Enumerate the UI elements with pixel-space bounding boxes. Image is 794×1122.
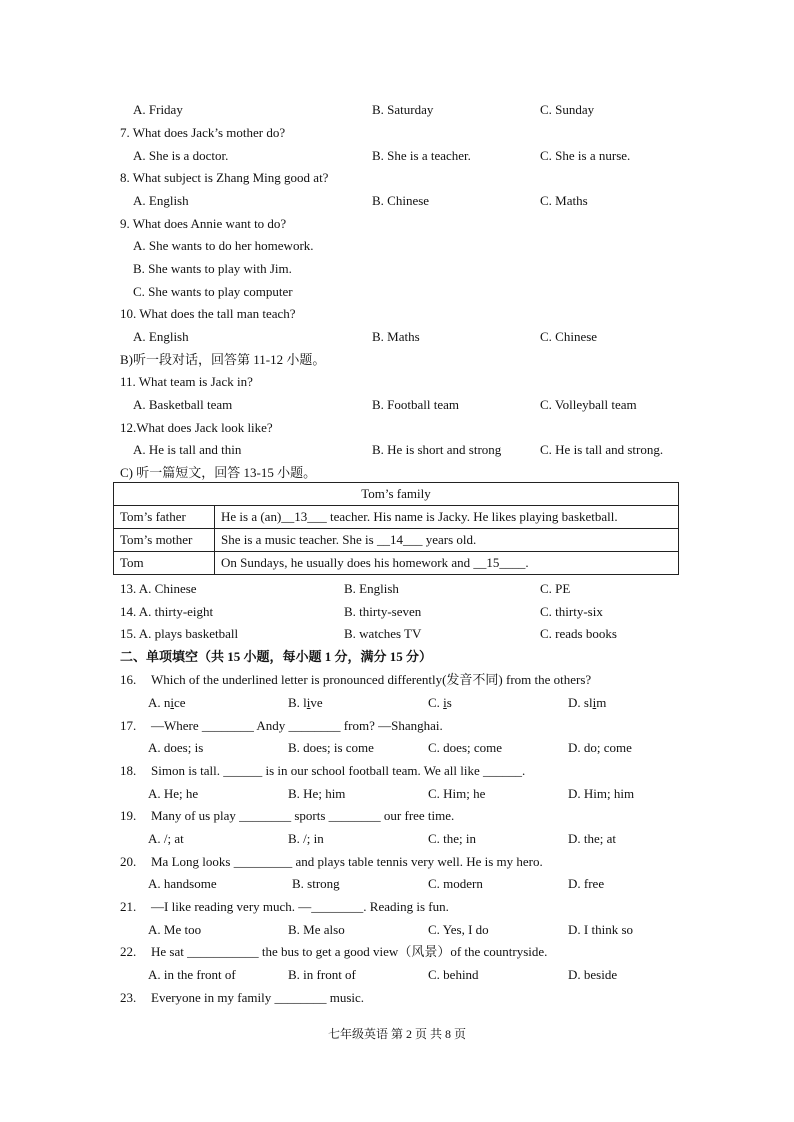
q19-option-c: C. the; in bbox=[428, 831, 477, 846]
q9-stem: 9. What does Annie want to do? bbox=[120, 216, 287, 231]
table-row bbox=[114, 552, 679, 575]
q17-option-d: D. do; come bbox=[568, 740, 632, 755]
q11-stem: 11. What team is Jack in? bbox=[120, 374, 253, 389]
q12-option-a: A. He is tall and thin bbox=[133, 442, 242, 457]
q23-number: 23. bbox=[120, 990, 137, 1005]
q16-stem: Which of the underlined letter is pronounced differently(发音不同) from the others? bbox=[151, 672, 592, 687]
q6-option-b: B. Saturday bbox=[372, 102, 434, 117]
q17-stem: —Where ________ Andy ________ from? —Shanghai. bbox=[151, 718, 443, 733]
q10-option-c: C. Chinese bbox=[540, 329, 598, 344]
row-label: Tom bbox=[114, 552, 215, 575]
q7-stem: 7. What does Jack’s mother do? bbox=[120, 125, 286, 140]
table-title: Tom’s family bbox=[114, 483, 679, 506]
q17-number: 17. bbox=[120, 718, 137, 733]
table-row bbox=[114, 506, 679, 529]
q21-option-a: A. Me too bbox=[148, 922, 202, 937]
q18-option-a: A. He; he bbox=[148, 786, 199, 801]
q11-option-c: C. Volleyball team bbox=[540, 397, 637, 412]
section-2-heading: 二、单项填空（共 15 小题，每小题 1 分，满分 15 分） bbox=[120, 649, 433, 664]
q17-option-b: B. does; is come bbox=[288, 740, 374, 755]
q11-option-b: B. Football team bbox=[372, 397, 460, 412]
q7-option-b: B. She is a teacher. bbox=[372, 148, 471, 163]
q20-option-d: D. free bbox=[568, 876, 605, 891]
q16-option-d: D. slim bbox=[568, 695, 607, 710]
q15-option-b: B. watches TV bbox=[344, 626, 422, 641]
q9-option-a: A. She wants to do her homework. bbox=[133, 238, 314, 253]
table-row bbox=[114, 529, 679, 552]
q18-option-b: B. He; him bbox=[288, 786, 346, 801]
page-footer: 七年级英语 第 2 页 共 8 页 bbox=[327, 1027, 466, 1041]
q20-stem: Ma Long looks _________ and plays table tennis very well. He is my hero. bbox=[151, 854, 543, 869]
section-c-heading: C) 听一篇短文，回答 13-15 小题。 bbox=[120, 465, 317, 480]
q8-stem: 8. What subject is Zhang Ming good at? bbox=[120, 170, 329, 185]
q6-option-a: A. Friday bbox=[133, 102, 183, 117]
q19-option-d: D. the; at bbox=[568, 831, 617, 846]
q16-option-c: C. is bbox=[428, 695, 452, 710]
row-label: Tom’s mother bbox=[114, 529, 215, 552]
q7-option-c: C. She is a nurse. bbox=[540, 148, 631, 163]
q12-option-c: C. He is tall and strong. bbox=[540, 442, 664, 457]
q19-option-b: B. /; in bbox=[288, 831, 324, 846]
q22-number: 22. bbox=[120, 944, 137, 959]
q14-option-b: B. thirty-seven bbox=[344, 604, 422, 619]
q17-option-a: A. does; is bbox=[148, 740, 204, 755]
q13-option-c: C. PE bbox=[540, 581, 571, 596]
q18-number: 18. bbox=[120, 763, 137, 778]
q15-option-c: C. reads books bbox=[540, 626, 617, 641]
q23-stem: Everyone in my family ________ music. bbox=[151, 990, 365, 1005]
q20-number: 20. bbox=[120, 854, 137, 869]
q20-option-b: B. strong bbox=[292, 876, 340, 891]
q9-option-b: B. She wants to play with Jim. bbox=[133, 261, 292, 276]
table-header-row bbox=[114, 483, 679, 506]
q18-option-d: D. Him; him bbox=[568, 786, 635, 801]
q17-option-c: C. does; come bbox=[428, 740, 503, 755]
q21-number: 21. bbox=[120, 899, 137, 914]
q13-option-a: 13. A. Chinese bbox=[120, 581, 197, 596]
row-text: On Sundays, he usually does his homework and __15____. bbox=[215, 552, 679, 575]
q7-option-a: A. She is a doctor. bbox=[133, 148, 229, 163]
q22-stem: He sat ___________ the bus to get a good view（风景）of the countryside. bbox=[151, 944, 548, 959]
q15-option-a: 15. A. plays basketball bbox=[120, 626, 239, 641]
q16-number: 16. bbox=[120, 672, 137, 687]
q19-number: 19. bbox=[120, 808, 137, 823]
q10-option-a: A. English bbox=[133, 329, 189, 344]
q22-option-b: B. in front of bbox=[288, 967, 356, 982]
q21-option-c: C. Yes, I do bbox=[428, 922, 489, 937]
q20-option-a: A. handsome bbox=[148, 876, 217, 891]
q18-stem: Simon is tall. ______ is in our school football team. We all like ______. bbox=[151, 763, 526, 778]
q8-option-c: C. Maths bbox=[540, 193, 588, 208]
row-text: He is a (an)__13___ teacher. His name is Jacky. He likes playing basketball. bbox=[215, 506, 679, 529]
q22-option-d: D. beside bbox=[568, 967, 618, 982]
row-text: She is a music teacher. She is __14___ years old. bbox=[215, 529, 679, 552]
q20-option-c: C. modern bbox=[428, 876, 483, 891]
q6-option-c: C. Sunday bbox=[540, 102, 595, 117]
q19-option-a: A. /; at bbox=[148, 831, 184, 846]
q16-option-a: A. nice bbox=[148, 695, 186, 710]
q22-option-c: C. behind bbox=[428, 967, 479, 982]
q12-stem: 12.What does Jack look like? bbox=[120, 420, 273, 435]
q14-option-a: 14. A. thirty-eight bbox=[120, 604, 214, 619]
q21-option-b: B. Me also bbox=[288, 922, 345, 937]
q21-option-d: D. I think so bbox=[568, 922, 633, 937]
q8-option-a: A. English bbox=[133, 193, 189, 208]
q22-option-a: A. in the front of bbox=[148, 967, 236, 982]
q12-option-b: B. He is short and strong bbox=[372, 442, 502, 457]
q14-option-c: C. thirty-six bbox=[540, 604, 603, 619]
q21-stem: —I like reading very much. —________. Reading is fun. bbox=[151, 899, 449, 914]
q16-option-b: B. live bbox=[288, 695, 323, 710]
q10-stem: 10. What does the tall man teach? bbox=[120, 306, 296, 321]
q13-option-b: B. English bbox=[344, 581, 399, 596]
section-b-heading: B)听一段对话，回答第 11-12 小题。 bbox=[120, 352, 326, 367]
tom-family-table bbox=[113, 482, 679, 575]
q9-option-c: C. She wants to play computer bbox=[133, 284, 293, 299]
q11-option-a: A. Basketball team bbox=[133, 397, 233, 412]
q10-option-b: B. Maths bbox=[372, 329, 420, 344]
q19-stem: Many of us play ________ sports ________ our free time. bbox=[151, 808, 455, 823]
q8-option-b: B. Chinese bbox=[372, 193, 430, 208]
q18-option-c: C. Him; he bbox=[428, 786, 486, 801]
row-label: Tom’s father bbox=[114, 506, 215, 529]
